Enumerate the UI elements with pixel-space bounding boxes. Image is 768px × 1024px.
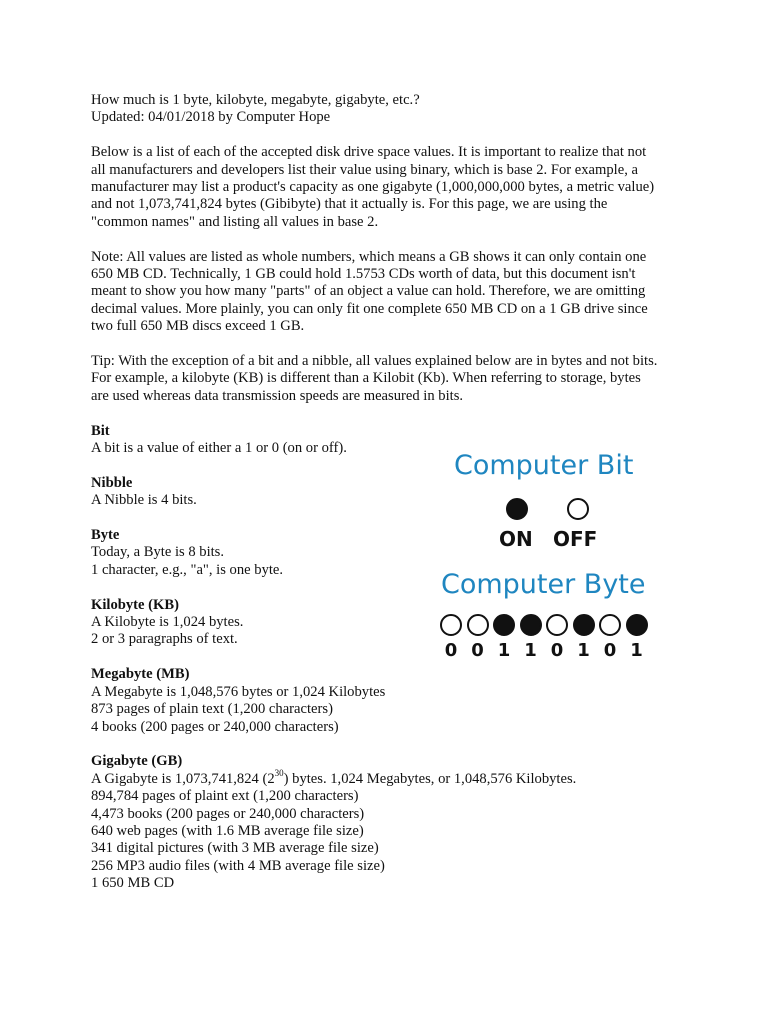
byte-bit-digit: 1 [524,640,537,661]
off-label: OFF [553,527,598,551]
intro-line: "common names" and listing all values in base 2. [91,213,379,230]
byte-bit-dot [493,614,515,636]
note-line: meant to show you how many "parts" of an object a value can hold. Therefore, we are omitting [91,283,646,300]
note-line: 650 MB CD. Technically, 1 GB could hold 1.5753 CDs worth of data, but this document isn't [91,266,636,283]
note-line: decimal values. More plainly, you can only fit one complete 650 MB CD on a 1 GB drive since [91,300,648,317]
section-heading: Nibble [91,474,133,491]
section-line [91,767,691,788]
document-updated: Updated: 04/01/2018 by Computer Hope [91,109,331,126]
exponent: 30 [274,767,284,778]
tip-paragraph [91,353,691,405]
byte-bit-digit: 0 [444,640,458,661]
section-line: 640 web pages (with 1.6 MB average file size) [91,822,364,839]
section-line: A bit is a value of either a 1 or 0 (on or off). [91,440,347,457]
bit-byte-illustration [436,448,666,670]
byte-bit-digit: 1 [630,640,643,661]
note-paragraph [91,249,691,336]
computer-byte-title: Computer Byte [441,569,646,600]
section-heading: Megabyte (MB) [91,666,190,683]
section-line: A Megabyte is 1,048,576 bytes or 1,024 Kilobytes [91,683,386,700]
section-line: 1 character, e.g., "a", is one byte. [91,561,284,578]
tip-line: For example, a kilobyte (KB) is different than a Kilobit (Kb). When referring to storage, bytes [91,370,641,387]
section-line: 4,473 books (200 pages or 240,000 characters) [91,805,365,822]
section-line: 873 pages of plain text (1,200 characters) [91,701,333,718]
byte-bit-dot [573,614,595,636]
byte-bit-digit: 0 [550,640,564,661]
byte-bit-digit: 0 [603,640,617,661]
gigabyte-line-start: A Gigabyte is 1,073,741,824 (2 [91,770,275,787]
section-line: 341 digital pictures (with 3 MB average file size) [91,840,379,857]
intro-paragraph [91,144,691,231]
gigabyte-line-end: ) bytes. 1,024 Megabytes, or 1,048,576 Kilobytes. [283,770,577,787]
byte-bit-digit: 1 [577,640,590,661]
byte-bit-dot [599,614,621,636]
byte-bit-digit: 0 [471,640,484,661]
byte-bit-dot [440,614,462,636]
intro-line: and not 1,073,741,824 bytes (Gibibyte) that it actually is. For this page, we are using the [91,196,608,213]
section-heading: Kilobyte (KB) [91,596,179,613]
section-line: 4 books (200 pages or 240,000 characters) [91,718,339,735]
document-title: How much is 1 byte, kilobyte, megabyte, gigabyte, etc.? [91,92,420,108]
byte-bit-dot [626,614,648,636]
section-heading: Bit [91,422,110,439]
computer-bit-title: Computer Bit [454,450,634,481]
on-label: ON [499,527,533,551]
byte-bit-dot [546,614,568,636]
section-megabyte [91,666,691,736]
section-line: A Nibble is 4 bits. [91,492,197,509]
section-heading: Gigabyte (GB) [91,753,183,770]
tip-line: Tip: With the exception of a bit and a nibble, all values explained below are in bytes and not bits. [91,353,658,370]
note-line: Note: All values are listed as whole numbers, which means a GB shows it can only contain one [91,248,647,265]
bit-on-dot [506,498,528,520]
intro-line: manufacturer may list a product's capacity as one gigabyte (1,000,000,000 bytes, a metric value) [91,179,655,196]
intro-line: Below is a list of each of the accepted disk drive space values. It is important to realize that not [91,144,647,161]
byte-bit-dot [520,614,542,636]
section-line: 1 650 MB CD [91,875,175,892]
section-heading: Byte [91,527,120,544]
note-line: two full 650 MB discs exceed 1 GB. [91,318,305,335]
section-gigabyte [91,753,691,892]
byte-bit-dot [467,614,489,636]
section-line: 894,784 pages of plaint ext (1,200 characters) [91,788,359,805]
section-line: Today, a Byte is 8 bits. [91,544,225,561]
intro-line: all manufacturers and developers list their value using binary, which is base 2. For example, a [91,161,638,178]
section-line: A Kilobyte is 1,024 bytes. [91,614,244,631]
bit-off-dot [567,498,589,520]
tip-line: are used whereas data transmission speeds are measured in bits. [91,387,464,404]
section-line: 2 or 3 paragraphs of text. [91,631,238,648]
section-line: 256 MP3 audio files (with 4 MB average file size) [91,857,385,874]
byte-bit-digit: 1 [497,640,511,661]
